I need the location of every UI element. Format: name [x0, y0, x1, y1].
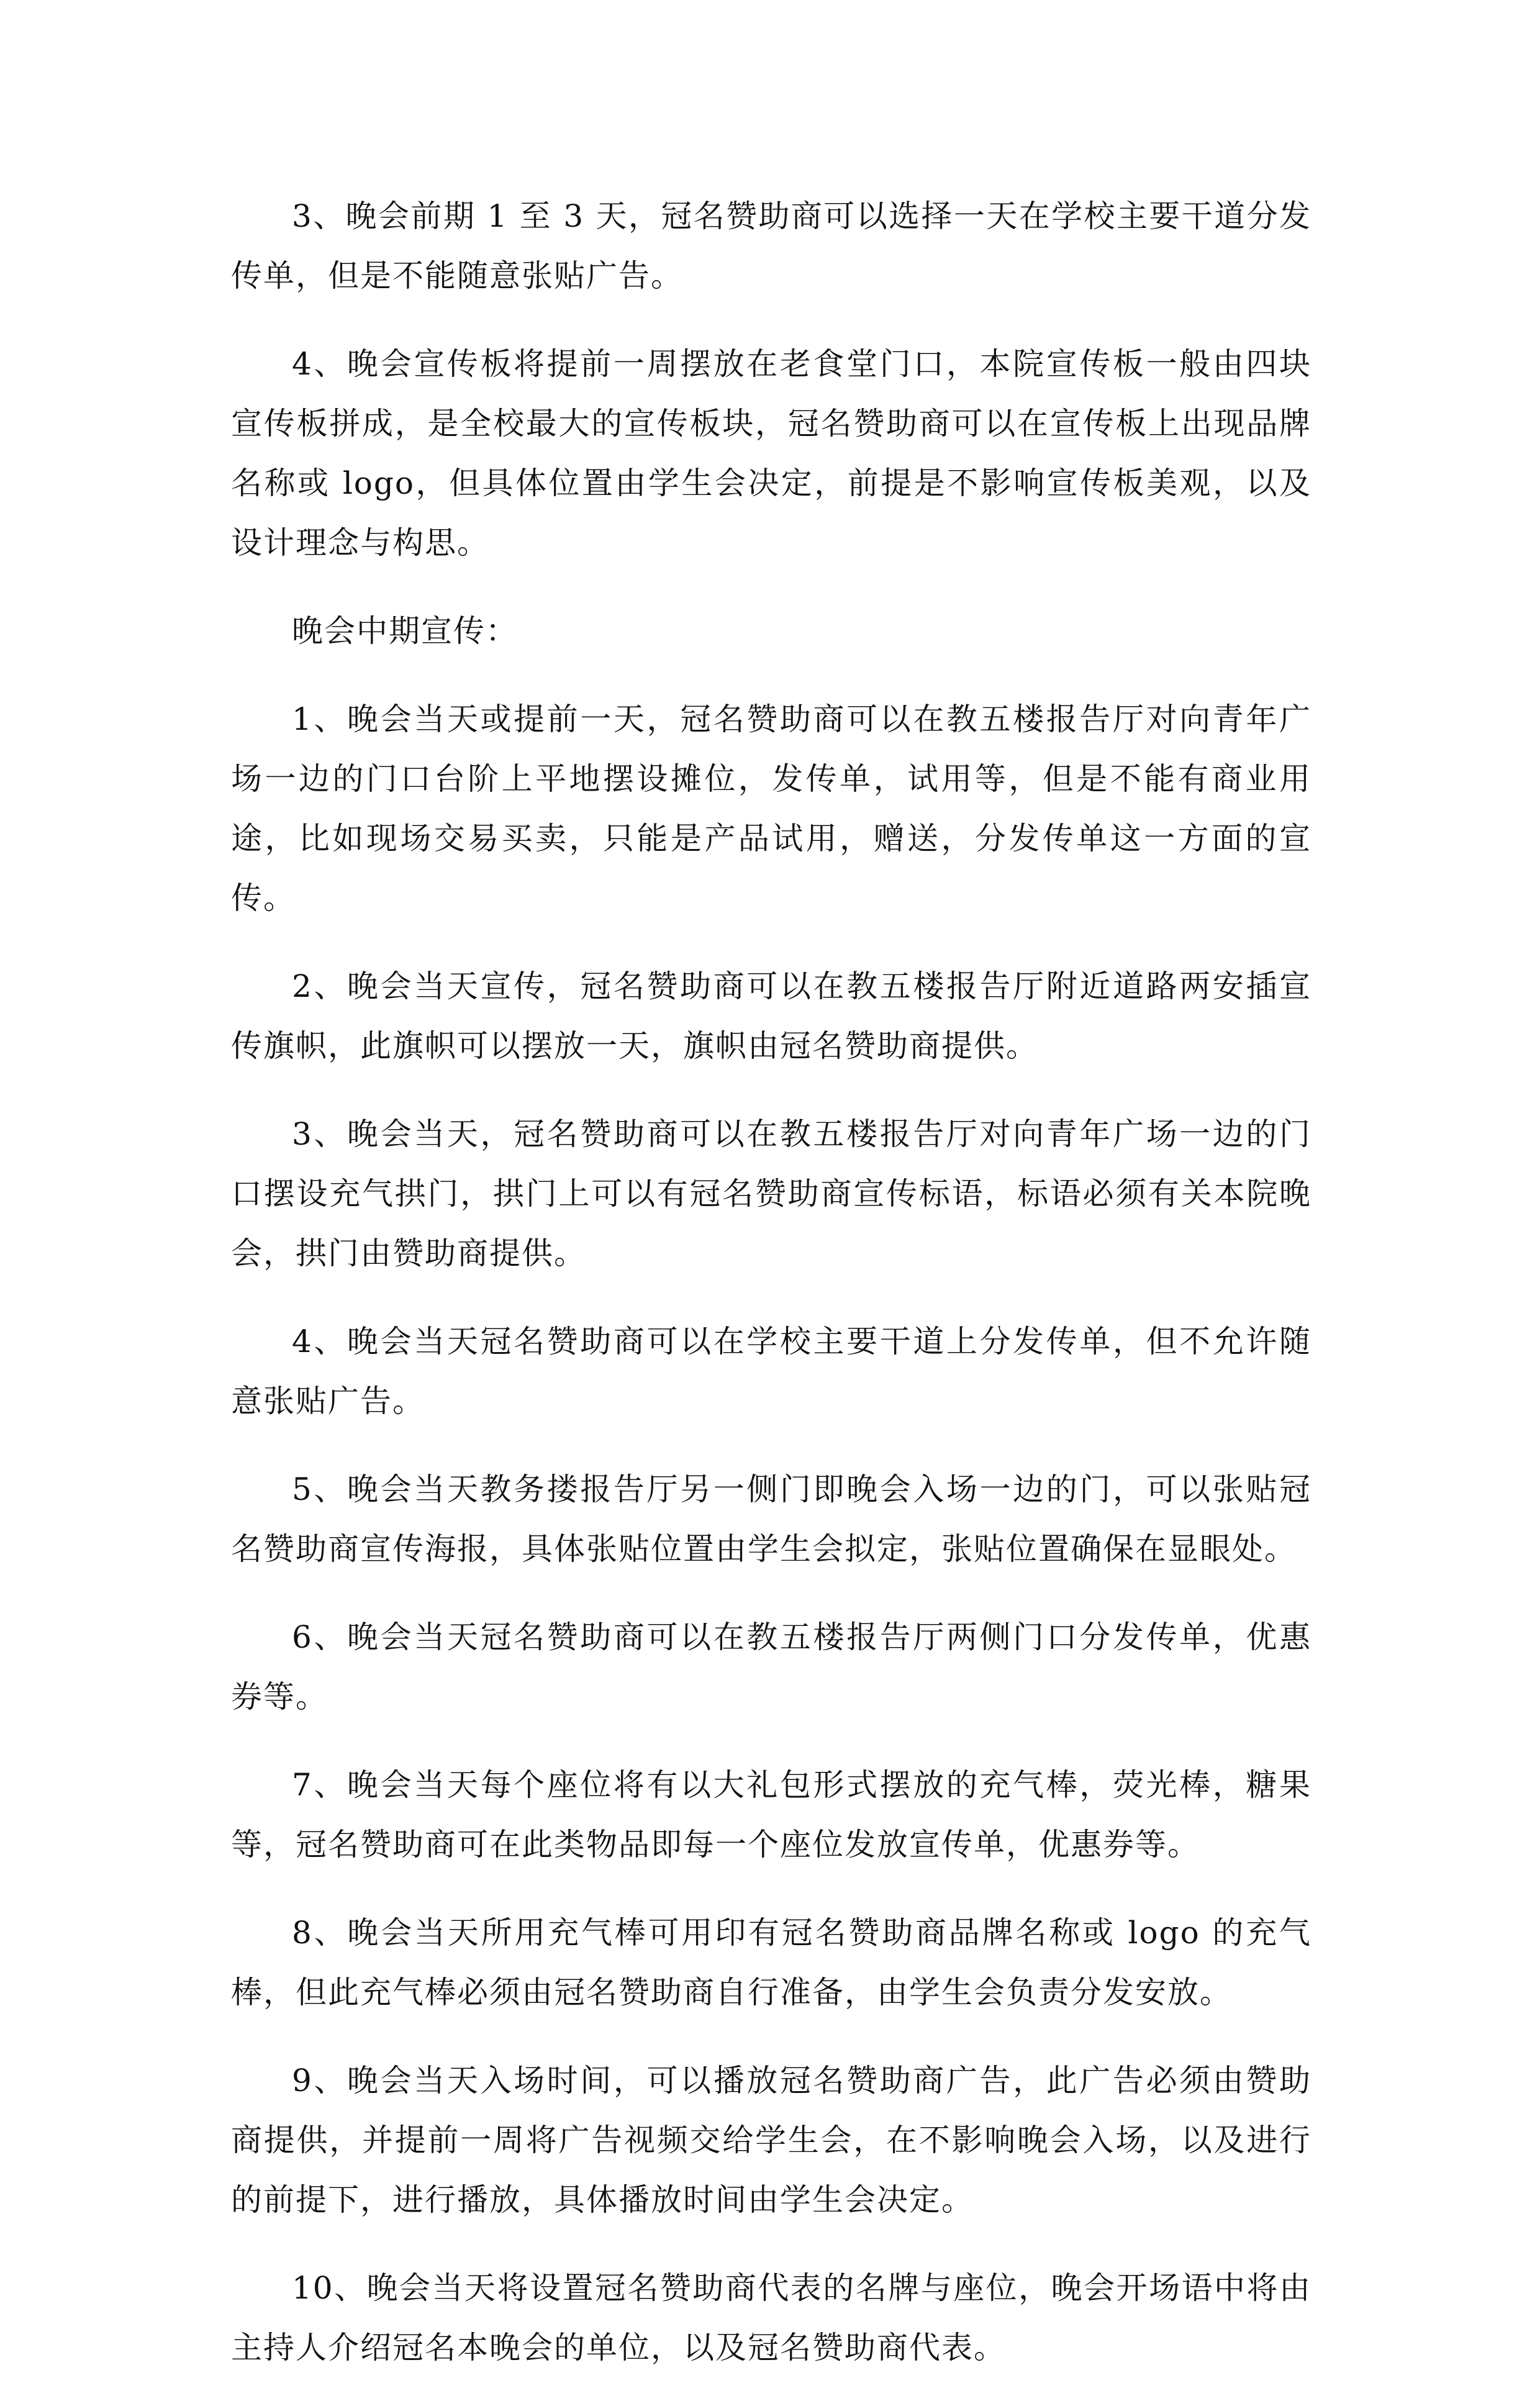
paragraph-mid-item-2: 2、晚会当天宣传，冠名赞助商可以在教五楼报告厅附近道路两安插宣传旗帜，此旗帜可以摆放一天，旗帜由冠名赞助商提供。 [231, 968, 1311, 1064]
paragraph-mid-item-6: 6、晚会当天冠名赞助商可以在教五楼报告厅两侧门口分发传单，优惠券等。 [231, 1619, 1311, 1715]
document-body [231, 186, 1311, 2406]
paragraph-mid-item-9: 9、晚会当天入场时间，可以播放冠名赞助商广告，此广告必须由赞助商提供，并提前一周将广告视频交给学生会，在不影响晚会入场，以及进行的前提下，进行播放，具体播放时间由学生会决定。 [231, 2063, 1311, 2218]
paragraph-mid-item-10: 10、晚会当天将设置冠名赞助商代表的名牌与座位，晚会开场语中将由主持人介绍冠名本晚会的单位，以及冠名赞助商代表。 [231, 2270, 1311, 2366]
paragraph-pre-item-3: 3、晚会前期 1 至 3 天，冠名赞助商可以选择一天在学校主要干道分发传单，但是不能随意张贴广告。 [231, 198, 1311, 294]
paragraph-mid-item-4: 4、晚会当天冠名赞助商可以在学校主要干道上分发传单，但不允许随意张贴广告。 [231, 1323, 1311, 1419]
paragraph-mid-item-7: 7、晚会当天每个座位将有以大礼包形式摆放的充气棒，荧光棒，糖果等，冠名赞助商可在此类物品即每一个座位发放宣传单，优惠券等。 [231, 1767, 1311, 1863]
paragraph-mid-item-1: 1、晚会当天或提前一天，冠名赞助商可以在教五楼报告厅对向青年广场一边的门口台阶上平地摆设摊位，发传单，试用等，但是不能有商业用途，比如现场交易买卖，只能是产品试用，赠送，分发传单这一方面的宣传。 [231, 701, 1311, 916]
paragraph-pre-item-4: 4、晚会宣传板将提前一周摆放在老食堂门口，本院宣传板一般由四块宣传板拼成，是全校最大的宣传板块，冠名赞助商可以在宣传板上出现品牌名称或 logo，但具体位置由学生会决定，前提是不影响宣传板美观，以及设计理念与构思。 [231, 346, 1311, 561]
paragraph-mid-item-5: 5、晚会当天教务搂报告厅另一侧门即晚会入场一边的门，可以张贴冠名赞助商宣传海报，具体张贴位置由学生会拟定，张贴位置确保在显眼处。 [231, 1471, 1311, 1567]
paragraph-mid-item-3: 3、晚会当天，冠名赞助商可以在教五楼报告厅对向青年广场一边的门口摆设充气拱门，拱门上可以有冠名赞助商宣传标语，标语必须有关本院晚会，拱门由赞助商提供。 [231, 1116, 1311, 1271]
paragraph-mid-item-8: 8、晚会当天所用充气棒可用印有冠名赞助商品牌名称或 logo 的充气棒，但此充气棒必须由冠名赞助商自行准备，由学生会负责分发安放。 [231, 1915, 1311, 2010]
section-heading: 晚会中期宣传： [292, 613, 518, 649]
